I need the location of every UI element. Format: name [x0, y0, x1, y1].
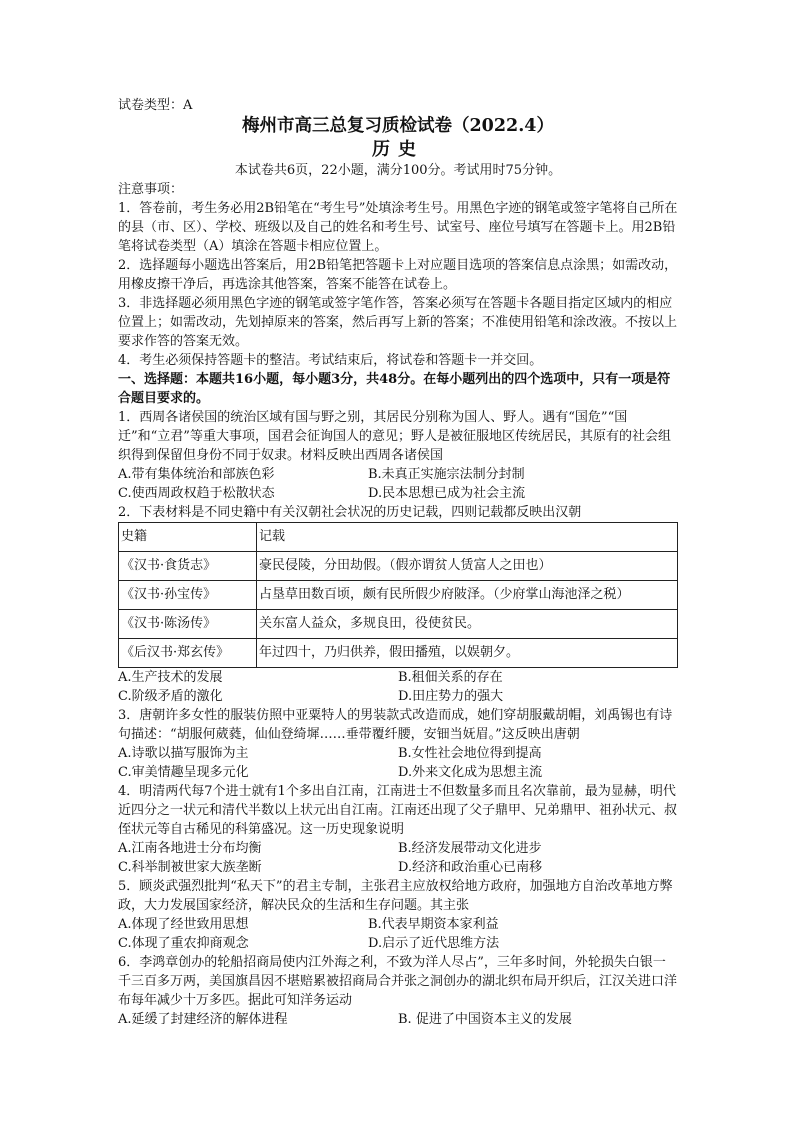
question-1-options — [118, 465, 678, 503]
option-b[interactable]: B.租佃关系的存在 — [398, 670, 503, 685]
option-a[interactable]: A.带有集体统治和部族色彩 — [118, 467, 275, 482]
option-a[interactable]: A.诗歌以描写服饰为主 — [118, 746, 249, 761]
section-heading: 一、选择题：本题共16小题，每小题3分，共48分。在每小题列出的四个选项中，只有一项是符合题目要求的。 — [118, 372, 671, 406]
option-b[interactable]: B.未真正实施宗法制分封制 — [368, 467, 525, 482]
question-5-options — [118, 915, 678, 953]
table-cell-book: 《后汉书·郑玄传》 — [119, 639, 257, 668]
option-d[interactable]: D.田庄势力的强大 — [398, 689, 504, 704]
table-cell-record: 占垦草田数百顷，颇有民所假少府陂泽。（少府掌山海池泽之税） — [257, 581, 678, 610]
question-6-stem: 6．李鸿章创办的轮船招商局使内江外海之利，不致为洋人尽占”，三年多时间，外轮损失白银一千三百多万两，美国旗昌因不堪赔累被招商局合并张之洞创办的湖北织布局开织后，江汉关进口洋布每年减少十万多匹。据此可知洋务运动 — [118, 955, 678, 1008]
table-header-cell: 记载 — [257, 523, 678, 552]
paper-type: 试卷类型：A — [118, 98, 193, 113]
table-row — [119, 610, 678, 639]
question-6-options — [118, 1010, 678, 1029]
question-5-stem: 5．顾炎武强烈批判“私天下”的君主专制，主张君主应放权给地方政府，加强地方自治改革地方弊政，大力发展国家经济，解决民众的生活和生存问题。其主张 — [118, 879, 673, 913]
table-cell-record: 年过四十，乃归供养，假田播殖，以娱朝夕。 — [257, 639, 678, 668]
option-b[interactable]: B. 促进了中国资本主义的发展 — [398, 1012, 572, 1027]
note-item: 3．非选择题必须用黑色字迹的钢笔或签字笔作答，答案必须写在答题卡各题目指定区域内的相应位置上；如需改动，先划掉原来的答案，然后再写上新的答案；不准使用铅笔和涂改液。不按以上要求作答的答案无效。 — [118, 296, 678, 349]
exam-title: 梅州市高三总复习质检试卷（2022.4） — [242, 116, 554, 136]
option-b[interactable]: B.经济发展带动文化进步 — [398, 841, 542, 856]
option-c[interactable]: C.审美情趣呈现多元化 — [118, 765, 249, 780]
question-4-options — [118, 839, 678, 877]
option-c[interactable]: C.阶级矛盾的激化 — [118, 689, 223, 704]
option-a[interactable]: A.延缓了封建经济的解体进程 — [118, 1012, 288, 1027]
option-d[interactable]: D.经济和政治重心已南移 — [398, 860, 543, 875]
table-header-cell: 史籍 — [119, 523, 257, 552]
table-row — [119, 552, 678, 581]
table-header-row — [119, 523, 678, 552]
note-item: 4．考生必须保持答题卡的整洁。考试结束后，将试卷和答题卡一并交回。 — [118, 353, 543, 368]
question-1-stem: 1．西周各诸侯国的统治区域有国与野之别，其居民分别称为国人、野人。遇有“国危”“国迁”和“立君”等重大事项，国君会征询国人的意见；野人是被征服地区传统居民，其原有的社会组织得到保留但身份不同于奴隶。材料反映出西周各诸侯国 — [118, 410, 671, 463]
table-row — [119, 639, 678, 668]
option-a[interactable]: A.体现了经世致用思想 — [118, 917, 249, 932]
option-a[interactable]: A.江南各地进士分布均衡 — [118, 841, 262, 856]
note-item: 2．选择题每小题选出答案后，用2B铅笔把答题卡上对应题目选项的答案信息点涂黑；如需改动，用橡皮擦干净后，再选涂其他答案，答案不能答在试卷上。 — [118, 258, 678, 292]
option-b[interactable]: B.代表早期资本家利益 — [368, 917, 499, 932]
table-cell-book: 《汉书·孙宝传》 — [119, 581, 257, 610]
option-a[interactable]: A.生产技术的发展 — [118, 670, 223, 685]
question-3-options — [118, 744, 678, 782]
table-cell-record: 豪民侵陵，分田劫假。（假亦谓贫人赁富人之田也） — [257, 552, 678, 581]
question-4-stem: 4．明清两代每7个进士就有1个多出自江南，江南进士不但数量多而且名次靠前，最为显赫，明代近四分之一状元和清代半数以上状元出自江南。江南还出现了父子鼎甲、兄弟鼎甲、祖孙状元、叔侄状元等自古稀见的科第盛况。这一历史现象说明 — [118, 784, 678, 837]
option-c[interactable]: C.科举制被世家大族垄断 — [118, 860, 262, 875]
option-d[interactable]: D.民本思想已成为社会主流 — [368, 486, 526, 501]
question-2-stem: 2．下表材料是不同史籍中有关汉朝社会状况的历史记载，四则记载都反映出汉朝 — [118, 505, 582, 520]
note-item: 1．答卷前，考生务必用2B铅笔在“考生号”处填涂考生号。用黑色字迹的钢笔或签字笔将自己所在的县（市、区）、学校、班级以及自己的姓名和考生号、试室号、座位号填写在答题卡上。用2B铅笔将试卷类型（A）填涂在答题卡相应位置上。 — [118, 201, 678, 254]
table-cell-record: 关东富人益众，多规良田，役使贫民。 — [257, 610, 678, 639]
option-d[interactable]: D.外来文化成为思想主流 — [398, 765, 543, 780]
exam-page — [118, 96, 678, 1029]
table-row — [119, 581, 678, 610]
exam-subject: 历史 — [372, 139, 424, 160]
history-records-table — [118, 522, 678, 668]
exam-intro: 本试卷共6页，22小题，满分100分。考试用时75分钟。 — [234, 163, 562, 178]
question-2-options — [118, 668, 678, 706]
table-cell-book: 《汉书·陈汤传》 — [119, 610, 257, 639]
question-3-stem: 3．唐朝许多女性的服装仿照中亚粟特人的男装款式改造而成，她们穿胡服戴胡帽，刘禹锡也有诗句描述：“胡服何葳蕤，仙仙登绮墀……垂带覆纤腰，安钿当妩眉。”这反映出唐朝 — [118, 708, 673, 742]
option-c[interactable]: C.体现了重农抑商观念 — [118, 936, 249, 951]
option-b[interactable]: B.女性社会地位得到提高 — [398, 746, 542, 761]
table-cell-book: 《汉书·食货志》 — [119, 552, 257, 581]
option-d[interactable]: D.启示了近代思维方法 — [368, 936, 500, 951]
option-c[interactable]: C.使西周政权趋于松散状态 — [118, 486, 275, 501]
notes-heading: 注意事项： — [118, 182, 184, 197]
